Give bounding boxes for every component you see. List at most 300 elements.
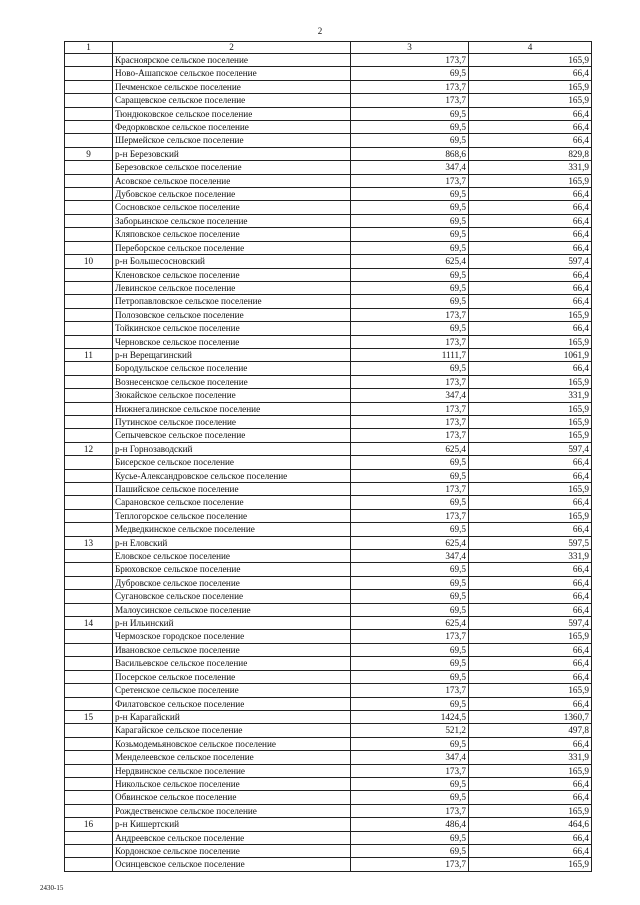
table-row (65, 80, 592, 93)
row-value-col4-cell: 66,4 (469, 268, 592, 281)
table-row (65, 107, 592, 120)
row-value-col4-cell: 66,4 (469, 831, 592, 844)
row-name-cell: Еловское сельское поселение (113, 550, 351, 563)
row-value-col3-cell: 69,5 (351, 67, 469, 80)
row-name-cell: Филатовское сельское поселение (113, 697, 351, 710)
row-value-col3-cell: 173,7 (351, 415, 469, 428)
row-value-col3-cell: 69,5 (351, 844, 469, 857)
row-number-cell (65, 375, 113, 388)
row-name-cell: Сарановское сельское поселение (113, 496, 351, 509)
table-row (65, 724, 592, 737)
row-name-cell: Сретенское сельское поселение (113, 684, 351, 697)
table-body (65, 54, 592, 872)
row-number-cell: 10 (65, 255, 113, 268)
row-value-col4-cell: 597,4 (469, 442, 592, 455)
row-number-cell (65, 228, 113, 241)
row-number-cell (65, 724, 113, 737)
table-row (65, 121, 592, 134)
row-number-cell (65, 496, 113, 509)
row-name-cell: р-н Березовский (113, 147, 351, 160)
row-name-cell: Переборское сельское поселение (113, 241, 351, 254)
row-value-col3-cell: 69,5 (351, 281, 469, 294)
row-number-cell (65, 670, 113, 683)
row-number-cell (65, 201, 113, 214)
row-name-cell: Путинское сельское поселение (113, 415, 351, 428)
row-value-col3-cell: 347,4 (351, 751, 469, 764)
table-row (65, 603, 592, 616)
row-name-cell: Дубовское сельское поселение (113, 188, 351, 201)
table-row (65, 241, 592, 254)
row-value-col3-cell: 69,5 (351, 188, 469, 201)
row-value-col4-cell: 165,9 (469, 429, 592, 442)
row-value-col4-cell: 66,4 (469, 67, 592, 80)
row-name-cell: Теплогорское сельское поселение (113, 509, 351, 522)
row-name-cell: Ивановское сельское поселение (113, 643, 351, 656)
table-row (65, 295, 592, 308)
row-value-col3-cell: 1424,5 (351, 710, 469, 723)
row-value-col3-cell: 69,5 (351, 134, 469, 147)
table-header (65, 42, 592, 54)
table-row (65, 751, 592, 764)
column-header-2: 2 (113, 42, 351, 54)
row-value-col3-cell: 625,4 (351, 617, 469, 630)
row-name-cell: Кордонское сельское поселение (113, 844, 351, 857)
table-row (65, 844, 592, 857)
table-row (65, 858, 592, 871)
row-number-cell (65, 295, 113, 308)
row-number-cell (65, 777, 113, 790)
row-value-col4-cell: 829,8 (469, 147, 592, 160)
row-value-col4-cell: 165,9 (469, 483, 592, 496)
row-number-cell (65, 268, 113, 281)
row-value-col3-cell: 173,7 (351, 509, 469, 522)
row-name-cell: Саращевское сельское поселение (113, 94, 351, 107)
table-row (65, 737, 592, 750)
row-number-cell (65, 509, 113, 522)
row-value-col3-cell: 69,5 (351, 590, 469, 603)
row-name-cell: р-н Большесосновский (113, 255, 351, 268)
table-row (65, 697, 592, 710)
row-value-col4-cell: 165,9 (469, 54, 592, 67)
row-value-col3-cell: 486,4 (351, 818, 469, 831)
row-value-col3-cell: 69,5 (351, 268, 469, 281)
row-name-cell: Пашийское сельское поселение (113, 483, 351, 496)
row-value-col3-cell: 69,5 (351, 228, 469, 241)
row-number-cell (65, 684, 113, 697)
row-number-cell: 16 (65, 818, 113, 831)
row-value-col3-cell: 173,7 (351, 858, 469, 871)
row-value-col3-cell: 173,7 (351, 94, 469, 107)
row-name-cell: р-н Еловский (113, 536, 351, 549)
row-number-cell (65, 697, 113, 710)
row-number-cell: 12 (65, 442, 113, 455)
row-number-cell (65, 523, 113, 536)
row-value-col4-cell: 66,4 (469, 777, 592, 790)
row-value-col3-cell: 173,7 (351, 483, 469, 496)
row-value-col4-cell: 66,4 (469, 281, 592, 294)
row-name-cell: Сосновское сельское поселение (113, 201, 351, 214)
row-number-cell (65, 335, 113, 348)
table-row (65, 509, 592, 522)
footer-code: 2430-15 (40, 884, 64, 892)
row-value-col4-cell: 165,9 (469, 415, 592, 428)
row-value-col3-cell: 173,7 (351, 335, 469, 348)
row-value-col4-cell: 165,9 (469, 764, 592, 777)
column-header-3: 3 (351, 42, 469, 54)
row-value-col4-cell: 66,4 (469, 603, 592, 616)
row-value-col4-cell: 1061,9 (469, 348, 592, 361)
table-row (65, 348, 592, 361)
row-number-cell (65, 630, 113, 643)
table-row (65, 831, 592, 844)
row-name-cell: Печменское сельское поселение (113, 80, 351, 93)
row-name-cell: Нижнегалинское сельское поселение (113, 402, 351, 415)
row-number-cell (65, 188, 113, 201)
row-name-cell: Черновское сельское поселение (113, 335, 351, 348)
row-value-col3-cell: 69,5 (351, 697, 469, 710)
table-row (65, 188, 592, 201)
row-value-col4-cell: 497,8 (469, 724, 592, 737)
row-value-col4-cell: 165,9 (469, 804, 592, 817)
row-value-col3-cell: 69,5 (351, 241, 469, 254)
table-row (65, 308, 592, 321)
row-name-cell: Петропавловское сельское поселение (113, 295, 351, 308)
row-value-col4-cell: 165,9 (469, 94, 592, 107)
row-name-cell: Брюховское сельское поселение (113, 563, 351, 576)
row-value-col3-cell: 69,5 (351, 657, 469, 670)
row-value-col4-cell: 165,9 (469, 174, 592, 187)
row-value-col4-cell: 165,9 (469, 684, 592, 697)
row-number-cell (65, 214, 113, 227)
allocation-table (64, 41, 592, 872)
row-value-col4-cell: 66,4 (469, 844, 592, 857)
row-name-cell: Дубровское сельское поселение (113, 576, 351, 589)
row-value-col4-cell: 66,4 (469, 214, 592, 227)
row-value-col3-cell: 347,4 (351, 161, 469, 174)
row-value-col4-cell: 464,6 (469, 818, 592, 831)
row-name-cell: р-н Кишертский (113, 818, 351, 831)
row-value-col3-cell: 173,7 (351, 402, 469, 415)
row-number-cell (65, 456, 113, 469)
row-number-cell (65, 362, 113, 375)
row-value-col3-cell: 173,7 (351, 375, 469, 388)
row-value-col4-cell: 66,4 (469, 134, 592, 147)
row-value-col3-cell: 69,5 (351, 737, 469, 750)
row-name-cell: Асовское сельское поселение (113, 174, 351, 187)
table-row (65, 804, 592, 817)
row-name-cell: Тойкинское сельское поселение (113, 322, 351, 335)
table-row (65, 375, 592, 388)
row-value-col3-cell: 69,5 (351, 322, 469, 335)
row-name-cell: Менделеевское сельское поселение (113, 751, 351, 764)
row-value-col3-cell: 173,7 (351, 80, 469, 93)
column-header-1: 1 (65, 42, 113, 54)
table-row (65, 818, 592, 831)
row-name-cell: р-н Верещагинский (113, 348, 351, 361)
row-value-col3-cell: 625,4 (351, 536, 469, 549)
table-row (65, 322, 592, 335)
row-name-cell: р-н Горнозаводский (113, 442, 351, 455)
row-number-cell (65, 94, 113, 107)
table-row (65, 268, 592, 281)
table-row (65, 684, 592, 697)
row-number-cell: 15 (65, 710, 113, 723)
row-value-col4-cell: 597,5 (469, 536, 592, 549)
row-number-cell (65, 281, 113, 294)
table-row (65, 174, 592, 187)
table-row (65, 483, 592, 496)
table-row (65, 415, 592, 428)
row-value-col3-cell: 347,4 (351, 550, 469, 563)
table-row (65, 94, 592, 107)
header-row (65, 42, 592, 54)
row-number-cell (65, 241, 113, 254)
row-value-col3-cell: 173,7 (351, 630, 469, 643)
row-name-cell: Андреевское сельское поселение (113, 831, 351, 844)
row-value-col3-cell: 69,5 (351, 576, 469, 589)
row-name-cell: Тюндюковское сельское поселение (113, 107, 351, 120)
row-value-col3-cell: 69,5 (351, 121, 469, 134)
row-number-cell: 9 (65, 147, 113, 160)
row-value-col3-cell: 69,5 (351, 496, 469, 509)
row-name-cell: Левинское сельское поселение (113, 281, 351, 294)
row-number-cell (65, 80, 113, 93)
row-value-col3-cell: 69,5 (351, 563, 469, 576)
row-name-cell: Кленовское сельское поселение (113, 268, 351, 281)
table-row (65, 402, 592, 415)
row-number-cell (65, 67, 113, 80)
row-value-col3-cell: 868,6 (351, 147, 469, 160)
table-row (65, 617, 592, 630)
table-row (65, 791, 592, 804)
row-number-cell (65, 764, 113, 777)
table-row (65, 134, 592, 147)
row-value-col3-cell: 69,5 (351, 670, 469, 683)
row-name-cell: Рождественское сельское поселение (113, 804, 351, 817)
row-number-cell (65, 590, 113, 603)
row-value-col4-cell: 66,4 (469, 295, 592, 308)
row-name-cell: Карагайское сельское поселение (113, 724, 351, 737)
row-name-cell: Полозовское сельское поселение (113, 308, 351, 321)
row-number-cell (65, 161, 113, 174)
row-value-col4-cell: 66,4 (469, 121, 592, 134)
table-row (65, 590, 592, 603)
row-number-cell (65, 308, 113, 321)
row-value-col4-cell: 66,4 (469, 576, 592, 589)
row-number-cell (65, 603, 113, 616)
row-number-cell (65, 134, 113, 147)
row-value-col3-cell: 173,7 (351, 308, 469, 321)
row-value-col3-cell: 69,5 (351, 831, 469, 844)
table-row (65, 456, 592, 469)
row-name-cell: Малоусинское сельское поселение (113, 603, 351, 616)
row-value-col4-cell: 165,9 (469, 375, 592, 388)
row-value-col4-cell: 165,9 (469, 858, 592, 871)
row-number-cell (65, 402, 113, 415)
row-value-col3-cell: 173,7 (351, 684, 469, 697)
page-number: 2 (317, 26, 323, 36)
table-row (65, 576, 592, 589)
row-value-col4-cell: 66,4 (469, 563, 592, 576)
row-name-cell: Березовское сельское поселение (113, 161, 351, 174)
row-number-cell (65, 844, 113, 857)
table-row (65, 214, 592, 227)
table-row (65, 281, 592, 294)
row-value-col4-cell: 331,9 (469, 389, 592, 402)
row-value-col4-cell: 165,9 (469, 509, 592, 522)
row-value-col4-cell: 66,4 (469, 697, 592, 710)
row-value-col3-cell: 69,5 (351, 362, 469, 375)
row-name-cell: Никольское сельское поселение (113, 777, 351, 790)
row-value-col4-cell: 66,4 (469, 496, 592, 509)
row-name-cell: Васильевское сельское поселение (113, 657, 351, 670)
table-row (65, 777, 592, 790)
row-value-col4-cell: 66,4 (469, 322, 592, 335)
row-value-col3-cell: 173,7 (351, 54, 469, 67)
row-value-col4-cell: 331,9 (469, 161, 592, 174)
row-number-cell (65, 643, 113, 656)
row-value-col4-cell: 165,9 (469, 402, 592, 415)
row-number-cell (65, 804, 113, 817)
row-value-col4-cell: 331,9 (469, 550, 592, 563)
row-value-col3-cell: 69,5 (351, 214, 469, 227)
row-value-col3-cell: 625,4 (351, 255, 469, 268)
row-value-col3-cell: 173,7 (351, 174, 469, 187)
table-row (65, 429, 592, 442)
row-number-cell (65, 121, 113, 134)
table-row (65, 657, 592, 670)
table-row (65, 362, 592, 375)
row-value-col3-cell: 69,5 (351, 523, 469, 536)
row-value-col4-cell: 597,4 (469, 617, 592, 630)
row-number-cell (65, 791, 113, 804)
row-value-col3-cell: 173,7 (351, 804, 469, 817)
table-row (65, 147, 592, 160)
row-name-cell: р-н Карагайский (113, 710, 351, 723)
table-row (65, 643, 592, 656)
row-value-col3-cell: 69,5 (351, 791, 469, 804)
row-value-col3-cell: 69,5 (351, 456, 469, 469)
row-name-cell: Нердвинское сельское поселение (113, 764, 351, 777)
row-value-col3-cell: 69,5 (351, 201, 469, 214)
row-name-cell: Чермозское городское поселение (113, 630, 351, 643)
row-value-col3-cell: 69,5 (351, 107, 469, 120)
row-value-col4-cell: 597,4 (469, 255, 592, 268)
row-number-cell (65, 657, 113, 670)
row-number-cell (65, 737, 113, 750)
row-number-cell (65, 389, 113, 402)
row-name-cell: Кляповское сельское поселение (113, 228, 351, 241)
row-number-cell (65, 469, 113, 482)
row-value-col4-cell: 66,4 (469, 791, 592, 804)
row-number-cell (65, 550, 113, 563)
table-row (65, 335, 592, 348)
table-row (65, 161, 592, 174)
row-number-cell (65, 483, 113, 496)
row-number-cell: 14 (65, 617, 113, 630)
row-number-cell (65, 415, 113, 428)
table-row (65, 764, 592, 777)
row-number-cell (65, 576, 113, 589)
row-value-col3-cell: 69,5 (351, 469, 469, 482)
row-value-col3-cell: 69,5 (351, 643, 469, 656)
table-row (65, 523, 592, 536)
row-value-col4-cell: 1360,7 (469, 710, 592, 723)
table-row (65, 536, 592, 549)
row-value-col3-cell: 347,4 (351, 389, 469, 402)
row-name-cell: Бисерское сельское поселение (113, 456, 351, 469)
row-name-cell: Зюкайское сельское поселение (113, 389, 351, 402)
row-name-cell: Заборьинское сельское поселение (113, 214, 351, 227)
row-number-cell (65, 751, 113, 764)
row-value-col4-cell: 66,4 (469, 362, 592, 375)
row-name-cell: Сепычевское сельское поселение (113, 429, 351, 442)
row-value-col4-cell: 66,4 (469, 228, 592, 241)
row-name-cell: Козьмодемьяновское сельское поселение (113, 737, 351, 750)
row-value-col4-cell: 66,4 (469, 737, 592, 750)
table-row (65, 228, 592, 241)
row-value-col4-cell: 66,4 (469, 107, 592, 120)
row-name-cell: Медведкинское сельское поселение (113, 523, 351, 536)
row-value-col3-cell: 173,7 (351, 429, 469, 442)
row-name-cell: Кусье-Александровское сельское поселение (113, 469, 351, 482)
row-value-col4-cell: 165,9 (469, 630, 592, 643)
row-value-col3-cell: 69,5 (351, 295, 469, 308)
row-value-col3-cell: 69,5 (351, 777, 469, 790)
row-name-cell: Ново-Ашапское сельское поселение (113, 67, 351, 80)
row-value-col4-cell: 331,9 (469, 751, 592, 764)
row-name-cell: Вознесенское сельское поселение (113, 375, 351, 388)
row-name-cell: Федорковское сельское поселение (113, 121, 351, 134)
column-header-4: 4 (469, 42, 592, 54)
row-number-cell (65, 831, 113, 844)
row-number-cell (65, 858, 113, 871)
row-number-cell (65, 107, 113, 120)
table-row (65, 442, 592, 455)
row-name-cell: Бородульское сельское поселение (113, 362, 351, 375)
table-row (65, 496, 592, 509)
row-value-col4-cell: 66,4 (469, 201, 592, 214)
table-row (65, 550, 592, 563)
row-number-cell (65, 174, 113, 187)
table-row (65, 710, 592, 723)
row-name-cell: Сугановское сельское поселение (113, 590, 351, 603)
row-name-cell: Осинцевское сельское поселение (113, 858, 351, 871)
table-row (65, 389, 592, 402)
table-row (65, 670, 592, 683)
row-value-col3-cell: 1111,7 (351, 348, 469, 361)
row-value-col3-cell: 69,5 (351, 603, 469, 616)
row-value-col4-cell: 66,4 (469, 590, 592, 603)
row-value-col4-cell: 66,4 (469, 670, 592, 683)
row-number-cell (65, 429, 113, 442)
row-name-cell: Обвинское сельское поселение (113, 791, 351, 804)
row-value-col3-cell: 625,4 (351, 442, 469, 455)
row-value-col4-cell: 66,4 (469, 523, 592, 536)
row-name-cell: Посерское сельское поселение (113, 670, 351, 683)
table-row (65, 469, 592, 482)
table-row (65, 67, 592, 80)
row-value-col4-cell: 66,4 (469, 657, 592, 670)
row-number-cell (65, 563, 113, 576)
row-number-cell: 11 (65, 348, 113, 361)
row-value-col4-cell: 66,4 (469, 469, 592, 482)
row-value-col4-cell: 66,4 (469, 241, 592, 254)
row-number-cell (65, 54, 113, 67)
row-value-col3-cell: 521,2 (351, 724, 469, 737)
row-value-col4-cell: 165,9 (469, 308, 592, 321)
row-value-col3-cell: 173,7 (351, 764, 469, 777)
